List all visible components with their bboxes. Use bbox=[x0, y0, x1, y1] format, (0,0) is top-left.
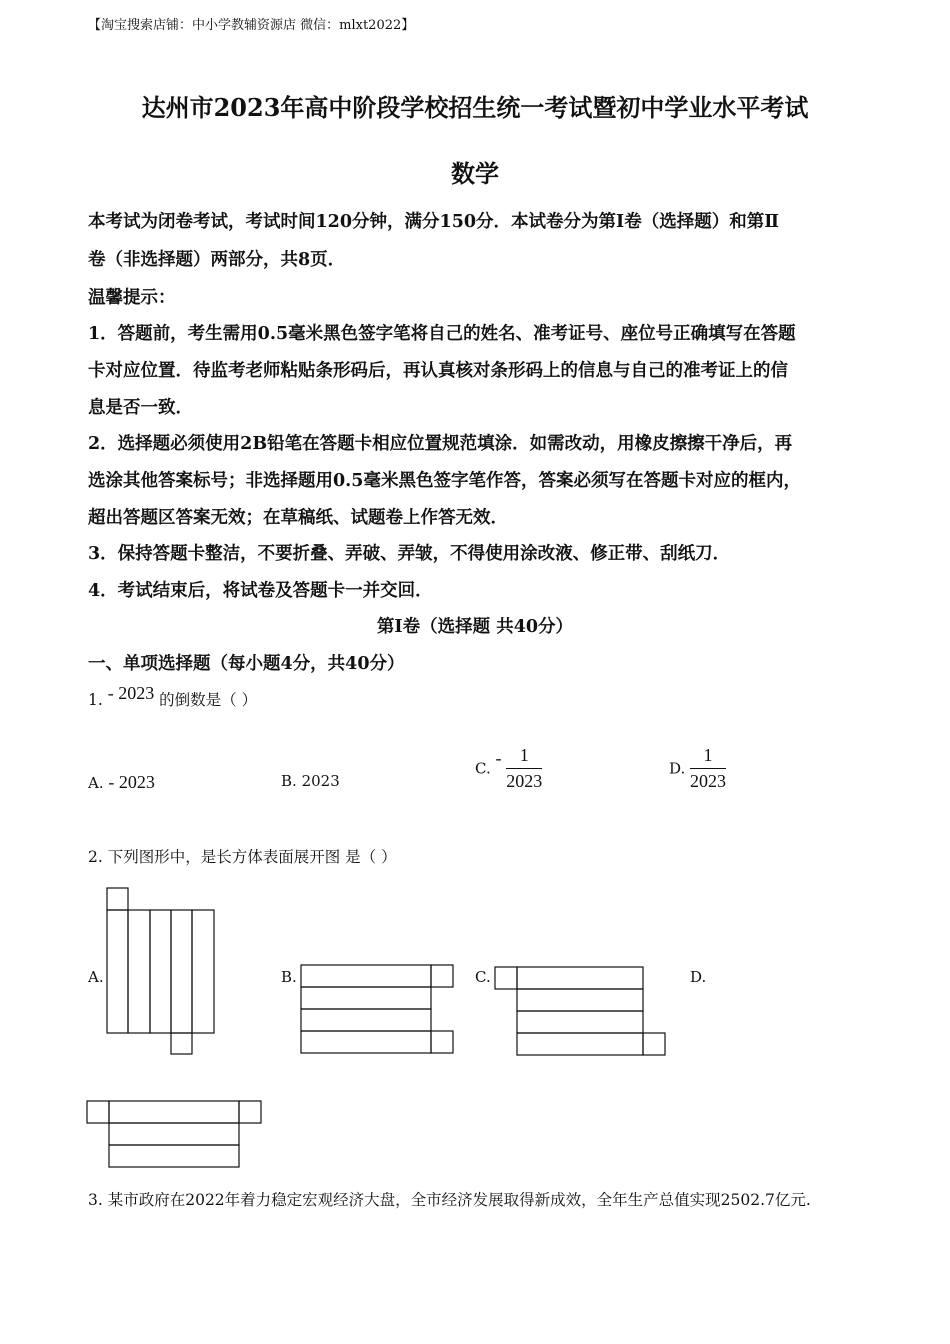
tip-2-line-3: 超出答题区答案无效；在草稿纸、试题卷上作答无效． bbox=[88, 508, 508, 528]
tip-2-line-2: 选涂其他答案标号；非选择题用0.5毫米黑色签字笔作答，答案必须写在答题卡对应的框内， bbox=[88, 471, 801, 491]
net-c-face-1 bbox=[517, 967, 643, 989]
net-c-face-right-bottom bbox=[643, 1033, 665, 1055]
q2-option-a-net bbox=[100, 880, 220, 1060]
part-1-title: 第Ⅰ卷（选择题 共40分） bbox=[376, 617, 574, 637]
q1-option-d-label: D. bbox=[669, 759, 686, 778]
net-d-face-right bbox=[239, 1101, 261, 1123]
net-b-face-right-top bbox=[431, 965, 453, 987]
subject-title: 数学 bbox=[451, 159, 499, 188]
net-c-face-2 bbox=[517, 989, 643, 1011]
tip-1-line-2: 卡对应位置．待监考老师粘贴条形码后，再认真核对条形码上的信息与自己的准考证上的信 bbox=[88, 361, 788, 381]
q1-option-c-fraction bbox=[506, 745, 542, 792]
q1-option-a-label: A. bbox=[88, 774, 104, 792]
net-c-face-4 bbox=[517, 1033, 643, 1055]
net-d-face-2 bbox=[109, 1123, 239, 1145]
tip-1-line-1: 1．答题前，考生需用0.5毫米黑色签字笔将自己的姓名、准考证号、座位号正确填写在答题 bbox=[88, 324, 796, 344]
net-a-face-4 bbox=[171, 910, 192, 1033]
net-b-face-3 bbox=[301, 1009, 431, 1031]
tip-1-line-3: 息是否一致． bbox=[88, 398, 193, 418]
q1-option-b[interactable] bbox=[281, 772, 340, 790]
q2-option-d-label[interactable]: D. bbox=[690, 968, 707, 986]
q1-option-a-value: - 2023 bbox=[108, 772, 155, 792]
question-1-text: 的倒数是（ ） bbox=[159, 691, 258, 709]
net-a-face-top bbox=[107, 888, 128, 910]
q2-option-b-net bbox=[296, 960, 461, 1060]
net-b-face-2 bbox=[301, 987, 431, 1009]
net-a-face-bottom bbox=[171, 1033, 192, 1054]
section-1-title: 一、单项选择题（每小题4分，共40分） bbox=[88, 654, 405, 674]
q1-option-b-label: B. bbox=[281, 772, 297, 790]
question-3-text: 3. 某市政府在2022年着力稳定宏观经济大盘，全市经济发展取得新成效，全年生产总值实现2502.7亿元. bbox=[88, 1191, 811, 1209]
question-1 bbox=[88, 683, 258, 710]
question-2-text: 2. 下列图形中，是长方体表面展开图 是（ ） bbox=[88, 848, 397, 866]
exam-title: 达州市2023年高中阶段学校招生统一考试暨初中学业水平考试 bbox=[141, 93, 809, 122]
q1-option-c-denominator: 2023 bbox=[506, 771, 543, 791]
q1-option-c-sign: - bbox=[495, 748, 502, 768]
net-b-face-right-bottom bbox=[431, 1031, 453, 1053]
q2-option-c-label[interactable]: C. bbox=[475, 968, 491, 986]
q1-option-d-numerator: 1 bbox=[690, 745, 726, 769]
q2-option-b-label[interactable]: B. bbox=[281, 968, 297, 986]
q1-option-d-denominator: 2023 bbox=[690, 771, 727, 791]
tip-2-line-1: 2．选择题必须使用2B铅笔在答题卡相应位置规范填涂．如需改动，用橡皮擦擦干净后，再 bbox=[88, 434, 793, 454]
net-b-face-4 bbox=[301, 1031, 431, 1053]
net-c-face-left-top bbox=[495, 967, 517, 989]
q2-option-c-net bbox=[490, 962, 675, 1062]
q1-option-a[interactable] bbox=[88, 772, 155, 793]
net-d-face-left bbox=[87, 1101, 109, 1123]
header-note: 【淘宝搜索店铺：中小学教辅资源店 微信：mlxt2022】 bbox=[88, 18, 415, 33]
q1-option-c[interactable] bbox=[475, 745, 542, 792]
tips-heading: 温馨提示： bbox=[88, 288, 176, 308]
q1-option-d-fraction bbox=[690, 745, 726, 792]
q1-option-d[interactable] bbox=[669, 745, 726, 792]
net-a-face-3 bbox=[150, 910, 171, 1033]
intro-line-2: 卷（非选择题）两部分，共8页． bbox=[88, 250, 346, 270]
net-a-face-5 bbox=[192, 910, 214, 1033]
net-b-face-1 bbox=[301, 965, 431, 987]
q2-option-d-net bbox=[84, 1096, 269, 1176]
net-a-face-2 bbox=[128, 910, 150, 1033]
q1-option-c-numerator: 1 bbox=[506, 745, 542, 769]
q1-option-b-value: 2023 bbox=[301, 772, 340, 790]
net-c-face-3 bbox=[517, 1011, 643, 1033]
tip-4: 4．考试结束后，将试卷及答题卡一并交回． bbox=[88, 581, 433, 601]
question-1-expression: - 2023 bbox=[107, 683, 155, 703]
q2-option-a-label[interactable]: A. bbox=[88, 968, 104, 986]
question-1-number: 1. bbox=[88, 691, 103, 709]
intro-line-1: 本考试为闭卷考试，考试时间120分钟，满分150分．本试卷分为第Ⅰ卷（选择题）和第Ⅱ bbox=[88, 212, 779, 232]
net-d-face-3 bbox=[109, 1145, 239, 1167]
tip-3: 3．保持答题卡整洁，不要折叠、弄破、弄皱，不得使用涂改液、修正带、刮纸刀． bbox=[88, 544, 731, 564]
net-a-face-1 bbox=[107, 910, 128, 1033]
q1-option-c-label: C. bbox=[475, 759, 491, 778]
net-d-face-1 bbox=[109, 1101, 239, 1123]
